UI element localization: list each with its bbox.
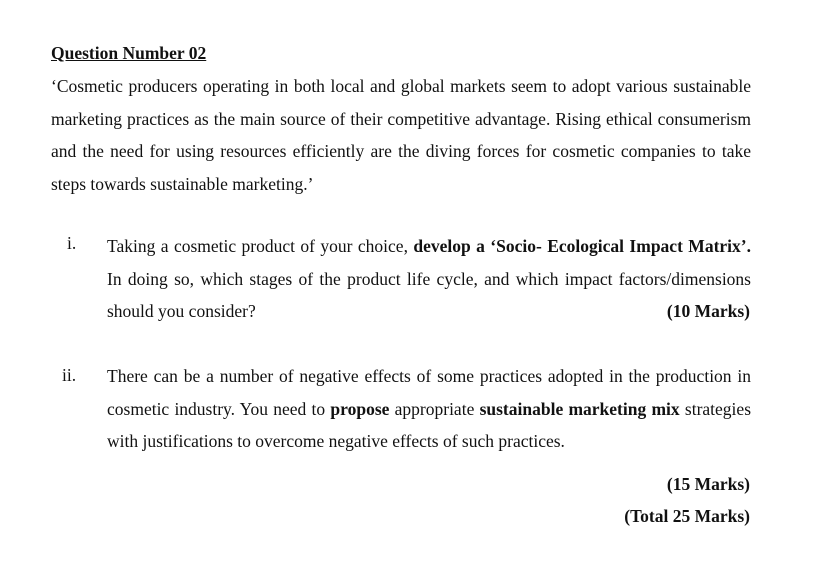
item-i-number: i.	[67, 233, 77, 253]
item-ii-bold-part2: sustainable marketing mix	[479, 398, 680, 419]
item-i-text	[107, 230, 751, 328]
item-ii-text-part3: strategies with justifications to overcome negative effects of such practices.	[107, 398, 752, 451]
question-intro: ‘Cosmetic producers operating in both local and global markets seem to adopt various sustainable marketing practices as the main source of their competitive advantage. Rising ethical consumerism and the need for using resources efficiently are the diving forces for cosmetic companies to take steps towards sustainable marketing.’	[51, 76, 751, 194]
item-i-marks: (10 Marks)	[666, 301, 750, 321]
item-ii-text-part2: appropriate	[389, 398, 480, 419]
item-ii-marks: (15 Marks)	[666, 474, 750, 494]
item-ii-text	[107, 360, 751, 458]
item-i-text-part1: Taking a cosmetic product of your choice,	[107, 236, 414, 256]
item-i-bold-part1: develop a ‘Socio- Ecological Impact Matrix’.	[413, 236, 751, 256]
item-ii-number: ii.	[62, 365, 77, 385]
item-ii-text-part1: There can be a number of negative effects of some practices adopted in the production in cosmetic industry. You need to	[107, 366, 751, 419]
question-heading: Question Number 02	[51, 43, 207, 63]
total-marks: (Total 25 Marks)	[624, 506, 750, 526]
item-ii-bold-part1: propose	[330, 398, 390, 419]
item-i-text-part2: In doing so, which stages of the product life cycle, and which impact factors/dimensions should you consider?	[107, 268, 751, 321]
